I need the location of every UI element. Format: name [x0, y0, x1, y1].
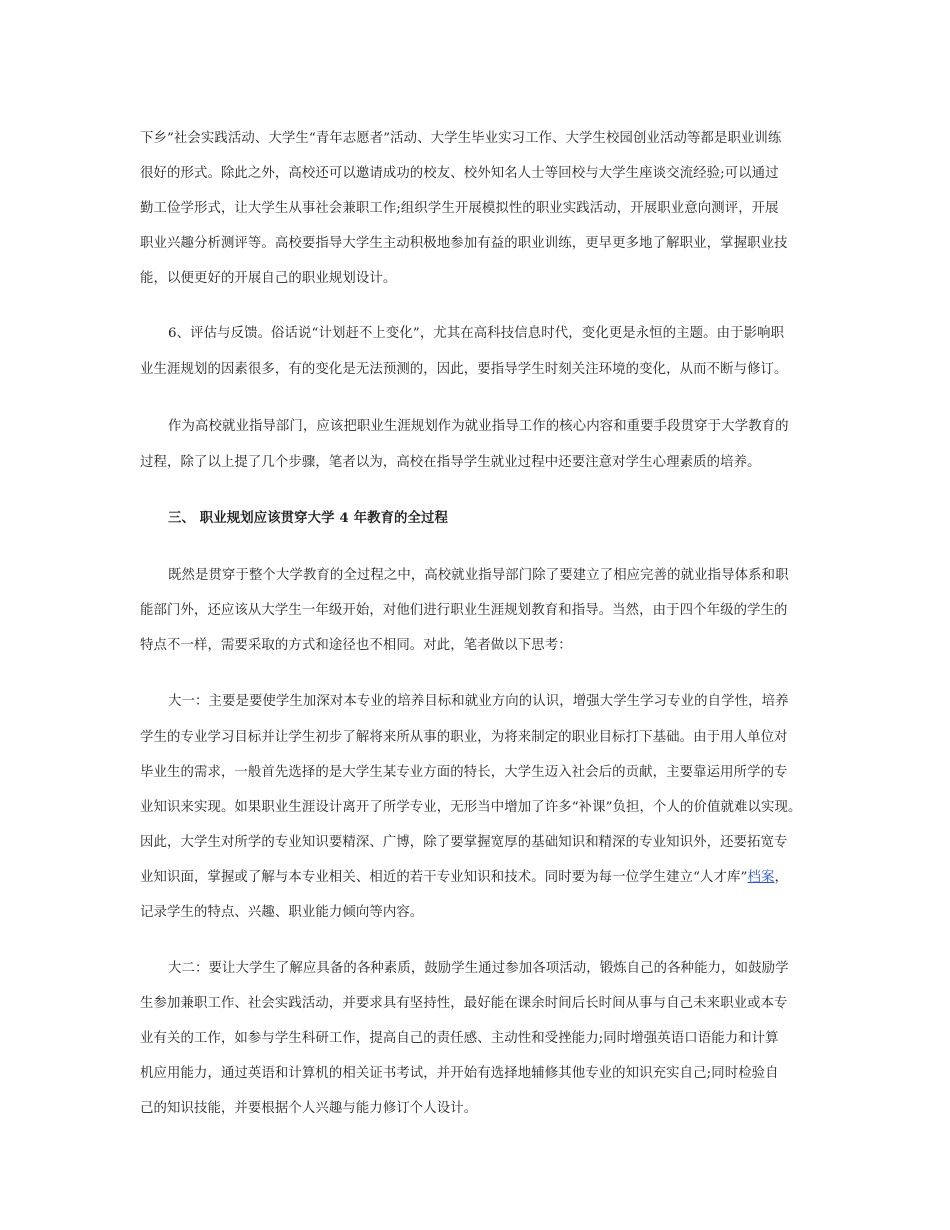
paragraph-5-line-6-text: 业知识面，掌握或了解与本专业相关、相近的若干专业知识和技术。同时要为每一位学生建立“人才库” [140, 870, 748, 885]
paragraph-2-line-1: 6、评估与反馈。俗话说“计划赶不上变化”，尤其在高科技信息时代，变化更是永恒的主题。由于影响职 [168, 326, 785, 341]
paragraph-4-line-2: 能部门外，还应该从大学生一年级开始，对他们进行职业生涯规划教育和指导。当然，由于四个年级的学生的 [140, 603, 788, 618]
paragraph-5-line-7: 记录学生的特点、兴趣、职业能力倾向等内容。 [140, 905, 424, 920]
paragraph-5-line-5: 因此，大学生对所学的专业知识要精深、广博，除了要掌握宽厚的基础知识和精深的专业知识外，还要拓宽专 [140, 835, 788, 850]
paragraph-5-line-6 [140, 869, 788, 887]
paragraph-1-line-5: 能，以便更好的开展自己的职业规划设计。 [140, 271, 397, 286]
paragraph-2-line-2: 业生涯规划的因素很多，有的变化是无法预测的，因此，要指导学生时刻关注环境的变化，从而不断与修订。 [140, 362, 788, 377]
paragraph-5-line-4: 业知识来实现。如果职业生涯设计离开了所学专业，无形当中增加了许多“补课”负担，个人的价值就难以实现。 [140, 800, 802, 815]
paragraph-6-line-3: 业有关的工作，如参与学生科研工作，提高自己的责任感、主动性和受挫能力;同时增强英语口语能力和计算 [140, 1031, 779, 1046]
paragraph-5-line-2: 学生的专业学习目标并让学生初步了解将来所从事的职业，为将来制定的职业目标打下基础。由于用人单位对 [140, 730, 788, 745]
paragraph-5-line-6-punct: ， [774, 870, 788, 885]
paragraph-1-line-2: 很好的形式。除此之外，高校还可以邀请成功的校友、校外知名人士等回校与大学生座谈交流经验;可以通过 [140, 166, 779, 181]
paragraph-5-line-1: 大一：主要是要使学生加深对本专业的培养目标和就业方向的认识，增强大学生学习专业的自学性，培养 [168, 694, 789, 709]
paragraph-3-line-1: 作为高校就业指导部门，应该把职业生涯规划作为就业指导工作的核心内容和重要手段贯穿于大学教育的 [168, 419, 789, 434]
section-heading-3: 三、 职业规划应该贯穿大学 4 年教育的全过程 [168, 510, 449, 526]
paragraph-6-line-2: 生参加兼职工作、社会实践活动，并要求具有坚持性，最好能在课余时间后长时间从事与自己未来职业或本专 [140, 996, 788, 1011]
paragraph-6-line-5: 己的知识技能，并要根据个人兴趣与能力修订个人设计。 [140, 1101, 478, 1116]
paragraph-1-line-3: 勤工俭学形式，让大学生从事社会兼职工作;组织学生开展模拟性的职业实践活动，开展职业意向测评，开展 [140, 201, 779, 216]
paragraph-4-line-3: 特点不一样，需要采取的方式和途径也不相同。对此，笔者做以下思考： [140, 638, 572, 653]
paragraph-5-line-3: 毕业生的需求，一般首先选择的是大学生某专业方面的特长，大学生迈入社会后的贡献，主要靠运用所学的专 [140, 765, 788, 780]
paragraph-1-line-4: 职业兴趣分析测评等。高校要指导大学生主动积极地参加有益的职业训练，更早更多地了解职业，掌握职业技 [140, 236, 788, 251]
paragraph-3-line-2: 过程，除了以上提了几个步骤，笔者以为，高校在指导学生就业过程中还要注意对学生心理素质的培养。 [140, 455, 761, 470]
paragraph-6-line-1: 大二：要让大学生了解应具备的各种素质，鼓励学生通过参加各项活动，锻炼自己的各种能力，如鼓励学 [168, 961, 789, 976]
paragraph-1-line-1: 下乡”社会实践活动、大学生“青年志愿者”活动、大学生毕业实习工作、大学生校园创业活动等都是职业训练 [140, 131, 782, 146]
archive-link[interactable]: 档案 [747, 870, 775, 885]
paragraph-6-line-4: 机应用能力，通过英语和计算机的相关证书考试，并开始有选择地辅修其他专业的知识充实自己;同时检验自 [140, 1066, 779, 1081]
paragraph-4-line-1: 既然是贯穿于整个大学教育的全过程之中，高校就业指导部门除了要建立了相应完善的就业指导体系和职 [168, 568, 789, 583]
